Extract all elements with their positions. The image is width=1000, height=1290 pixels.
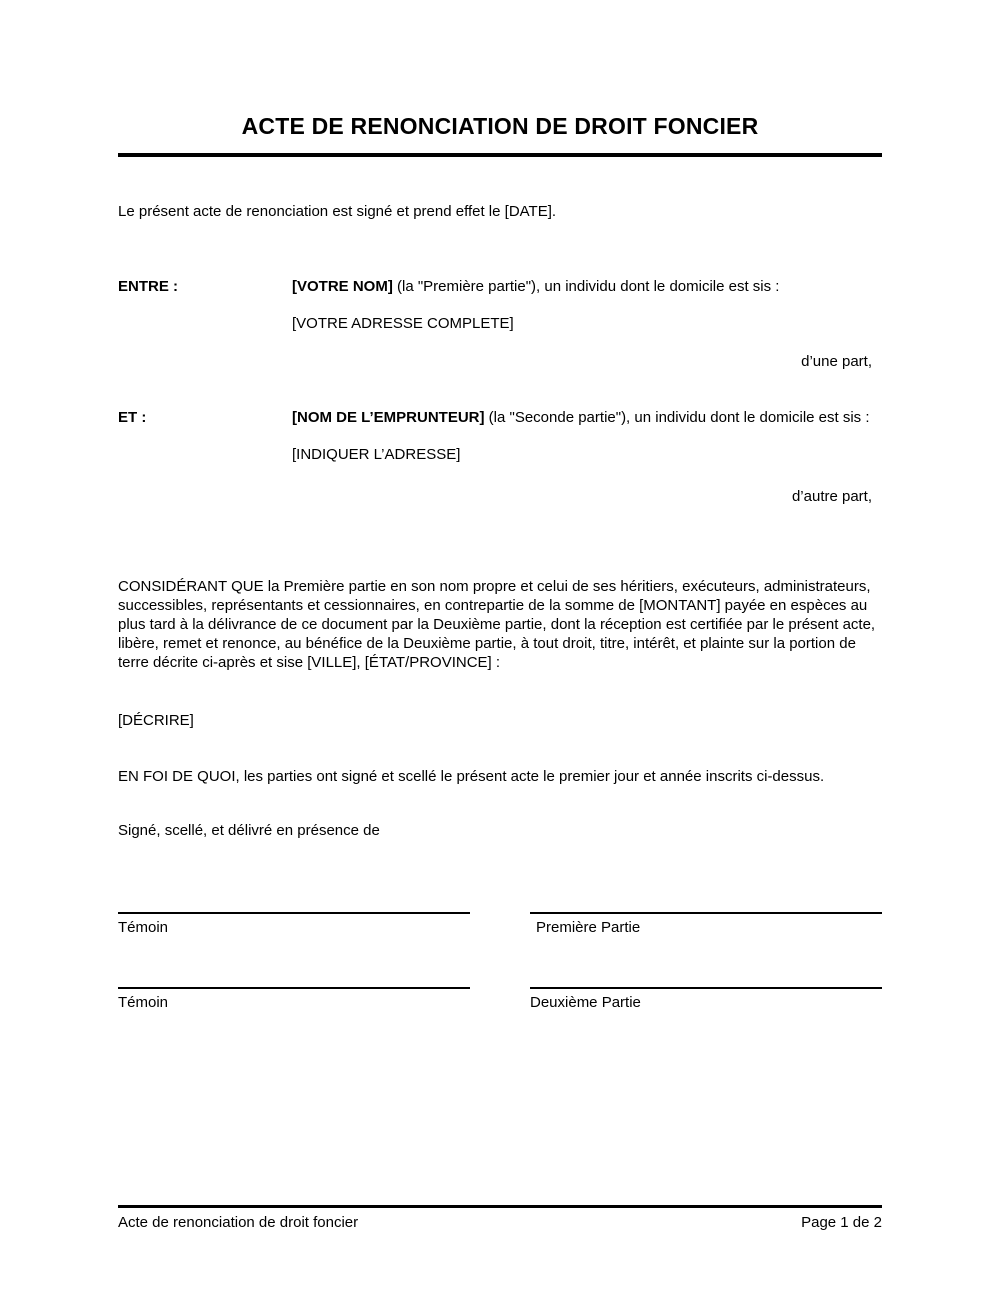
signature-label-premiere-partie: Première Partie xyxy=(536,919,641,936)
signature-line xyxy=(118,912,470,914)
document-content xyxy=(0,112,1000,1012)
party-description: (la "Première partie"), un individu dont le domicile est sis : xyxy=(397,278,780,295)
party-block-entre xyxy=(118,277,882,296)
party-address-placeholder: [INDIQUER L’ADRESSE] xyxy=(292,446,461,463)
signature-col-witness xyxy=(118,912,470,937)
witness-clause: EN FOI DE QUOI, les parties ont signé et scellé le présent acte le premier jour et année inscrits ci-dessus. xyxy=(118,768,825,785)
document-title: ACTE DE RENONCIATION DE DROIT FONCIER xyxy=(241,113,759,139)
party-block-et xyxy=(118,408,882,427)
intro-paragraph: Le présent acte de renonciation est signé et prend effet le [DATE]. xyxy=(118,203,557,220)
part-closing: d’une part, xyxy=(801,353,872,370)
party-address-placeholder: [VOTRE ADRESSE COMPLETE] xyxy=(292,315,514,332)
signature-col-party xyxy=(530,987,882,1012)
signature-line xyxy=(530,987,882,989)
signature-label-temoin: Témoin xyxy=(118,919,169,936)
considerant-paragraph: CONSIDÉRANT QUE la Première partie en son nom propre et celui de ses héritiers, exécuteurs, administrateurs, successibles, représentants et cessionnaires, en contrepartie de la somme de [MONTANT] payée en espèces au plus tard à la délivrance de ce document par la Deuxième partie, dont la réception est certifiée par le présent acte, libère, remet et renonce, au bénéfice de la Deuxième partie, à tout droit, titre, intérêt, et plainte sur la portion de terre décrite ci-après et sise [VILLE], [ÉTAT/PROVINCE] : xyxy=(118,578,876,671)
footer-rule xyxy=(118,1205,882,1208)
party-name-placeholder: [NOM DE L’EMPRUNTEUR] xyxy=(292,409,485,426)
signature-label-temoin: Témoin xyxy=(118,994,169,1011)
party-label: ENTRE : xyxy=(118,278,178,295)
party-label: ET : xyxy=(118,409,147,426)
signature-line xyxy=(118,987,470,989)
presence-clause: Signé, scellé, et délivré en présence de xyxy=(118,822,380,839)
footer-page-number: Page 1 de 2 xyxy=(801,1214,882,1231)
signature-line xyxy=(530,912,882,914)
footer-row xyxy=(118,1213,882,1232)
party-description: (la "Seconde partie"), un individu dont le domicile est sis : xyxy=(488,409,870,426)
party-name-placeholder: [VOTRE NOM] xyxy=(292,278,393,295)
signature-row xyxy=(118,912,882,937)
title-rule xyxy=(118,153,882,157)
signature-col-witness xyxy=(118,987,470,1012)
page-footer xyxy=(118,1205,882,1232)
part-closing: d’autre part, xyxy=(791,488,872,505)
footer-doc-name: Acte de renonciation de droit foncier xyxy=(118,1214,359,1231)
signature-label-deuxieme-partie: Deuxième Partie xyxy=(530,994,641,1011)
signature-col-party xyxy=(530,912,882,937)
describe-placeholder: [DÉCRIRE] xyxy=(118,712,194,729)
signature-row xyxy=(118,987,882,1012)
